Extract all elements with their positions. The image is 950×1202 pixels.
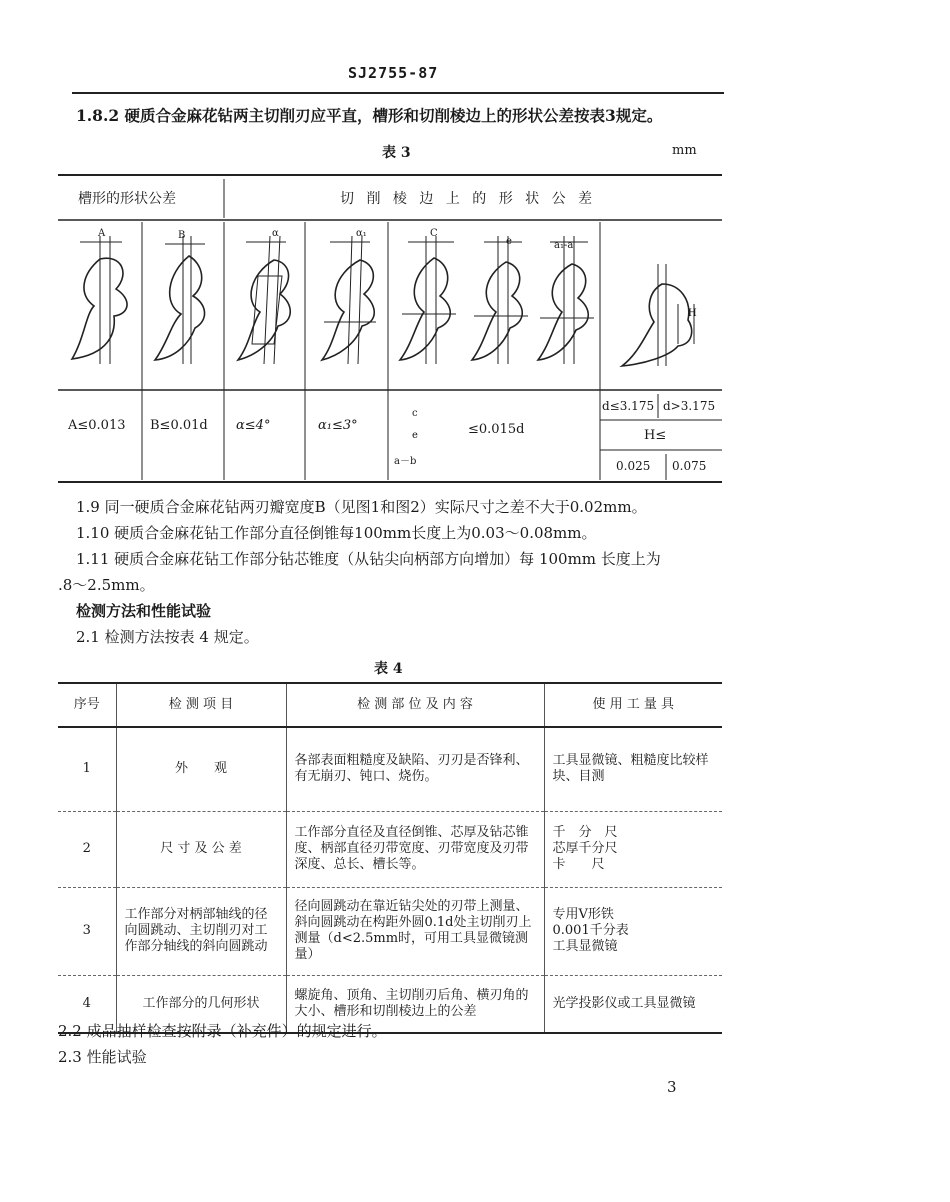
value-d-large: d>3.175 (663, 399, 716, 413)
fig-label-B: B (178, 230, 186, 241)
table-row (58, 811, 722, 887)
figure-e (472, 236, 528, 364)
fig-label-A: A (98, 228, 106, 239)
section-2-1: 2.1 检测方法按表 4 规定。 (76, 628, 259, 646)
fig-label-e: e (506, 236, 512, 247)
fig-label-alpha: α (272, 228, 279, 239)
row-item: 尺 寸 及 公 差 (116, 811, 286, 887)
figure-alpha (238, 236, 290, 364)
table-row (58, 887, 722, 975)
col-header-no: 序号 (73, 697, 100, 712)
header-rule (72, 92, 724, 94)
value-c: c (412, 408, 418, 419)
col-header-item: 检 测 项 目 (116, 683, 286, 727)
table3-unit: mm (672, 143, 697, 158)
fig-label-alpha1: α₁ (356, 228, 367, 239)
value-a-b: a－b (394, 456, 417, 467)
row-content: 工作部分直径及直径倒锥、芯厚及钻芯锥度、柄部直径刃带宽度、刃带宽度及刃带深度、总长、槽长等。 (286, 811, 544, 887)
section-1-9: 1.9 同一硬质合金麻花钻两刃瓣宽度B（见图1和图2）实际尺寸之差不大于0.02mm。 (76, 498, 647, 516)
value-H-large: 0.075 (672, 459, 707, 473)
row-tools: 千 分 尺 芯厚千分尺 卡 尺 (544, 811, 722, 887)
table4-caption: 表 4 (374, 661, 403, 677)
figure-H (622, 264, 694, 366)
drill-section-figures (72, 236, 694, 366)
table3-header-groove: 槽形的形状公差 (78, 191, 176, 207)
fig-label-H: H (688, 308, 697, 319)
table3-caption: 表 3 (382, 145, 411, 161)
value-B: B≤0.01d (150, 418, 208, 433)
row-item: 外 观 (116, 727, 286, 811)
document-code: SJ2755-87 (348, 64, 439, 82)
value-e: e (412, 430, 418, 441)
section-1-8-2: 1.8.2 硬质合金麻花钻两主切削刃应平直，槽形和切削棱边上的形状公差按表3规定。 (76, 106, 663, 125)
row-item: 工作部分的几何形状 (116, 975, 286, 1033)
section-2-3: 2.3 性能试验 (58, 1048, 147, 1066)
row-no: 1 (82, 761, 91, 777)
value-H-small: 0.025 (616, 459, 651, 473)
section-2-heading: 检测方法和性能试验 (76, 602, 212, 620)
col-header-tools: 使 用 工 量 具 (544, 683, 722, 727)
table-3 (58, 174, 722, 484)
table4-header-row (58, 683, 722, 727)
row-no: 2 (82, 841, 91, 856)
fig-label-a1-a: a₁-a (554, 240, 574, 251)
col-header-content: 检 测 部 位 及 内 容 (286, 683, 544, 727)
row-content: 各部表面粗糙度及缺陷、刃刃是否锋利、有无崩刃、钝口、烧伤。 (286, 727, 544, 811)
row-no: 3 (82, 923, 91, 938)
figure-A (72, 236, 127, 364)
table3-grid (58, 174, 722, 484)
figure-alpha1 (322, 236, 376, 364)
value-H: H≤ (644, 428, 667, 443)
section-1-10: 1.10 硬质合金麻花钻工作部分直径倒锥每100mm长度上为0.03～0.08mm。 (76, 524, 597, 542)
row-no: 4 (82, 995, 91, 1011)
figure-B (155, 236, 205, 364)
value-d-small: d≤3.175 (602, 399, 655, 413)
table-row (58, 727, 722, 811)
row-tools: 专用V形铁 0.001千分表 工具显微镜 (544, 887, 722, 975)
row-tools: 光学投影仪或工具显微镜 (544, 975, 722, 1033)
section-1-11-line1: 1.11 硬质合金麻花钻工作部分钻芯锥度（从钻尖向柄部方向增加）每 100mm 长度上为 (76, 550, 661, 568)
row-item: 工作部分对柄部轴线的径向圆跳动、主切削刃对工作部分轴线的斜向圆跳动 (116, 887, 286, 975)
fig-label-C: C (430, 228, 438, 239)
value-alpha1: α₁≤3° (318, 418, 358, 433)
value-A: A≤0.013 (68, 418, 126, 433)
figure-C (400, 236, 456, 364)
value-alpha: α≤4° (236, 418, 271, 433)
page-number: 3 (667, 1078, 677, 1096)
table3-header-edge: 切 削 棱 边 上 的 形 状 公 差 (340, 191, 597, 207)
row-tools: 工具显微镜、粗糙度比较样块、目测 (544, 727, 722, 811)
value-ce: ≤0.015d (468, 422, 525, 437)
figure-a1-a (538, 236, 594, 364)
table-4 (58, 682, 722, 1034)
row-content: 螺旋角、顶角、主切削刃后角、横刃角的大小、槽形和切削棱边上的公差 (286, 975, 544, 1033)
section-1-11-line2: .8～2.5mm。 (58, 576, 155, 594)
row-content: 径向圆跳动在靠近钻尖处的刃带上测量、斜向圆跳动在构距外圆0.1d处主切削刃上测量（d<2.5mm时，可用工具显微镜测量） (286, 887, 544, 975)
section-2-2: 2.2 成品抽样检查按附录（补充件）的规定进行。 (58, 1022, 387, 1040)
